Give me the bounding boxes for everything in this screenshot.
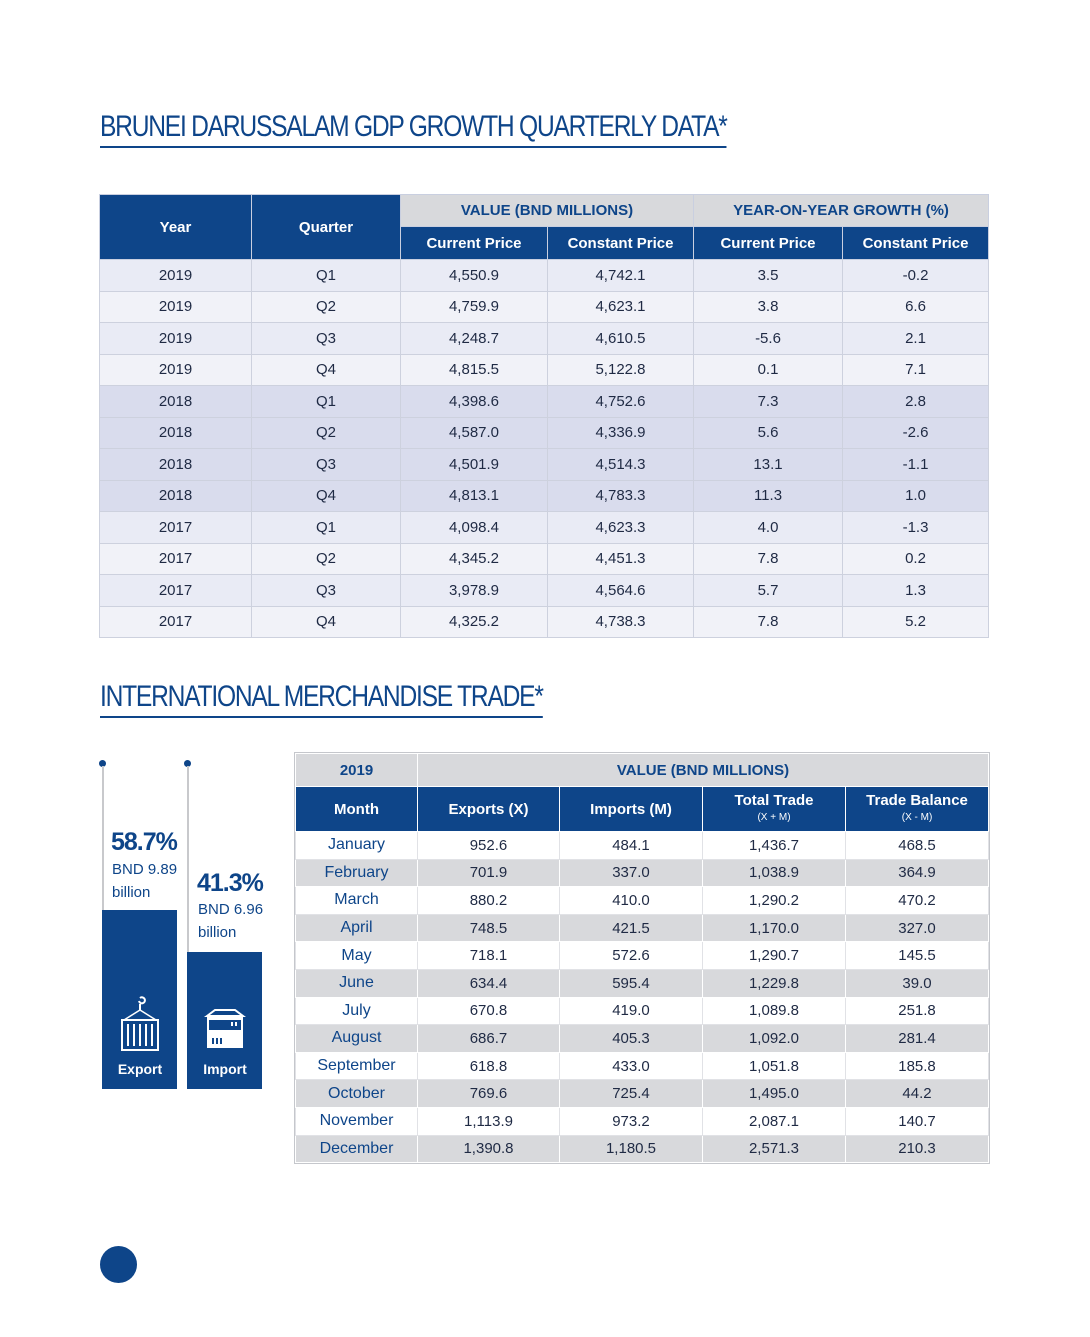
table-row: [296, 997, 989, 1025]
cell-value-constant: 4,783.3: [548, 480, 694, 512]
header-trade-balance-label: Trade Balance: [866, 792, 968, 809]
table-row: [296, 1025, 989, 1053]
cell-value-current: 4,325.2: [401, 606, 548, 638]
cell-quarter: Q4: [252, 606, 401, 638]
cell-total-trade: 1,092.0: [703, 1025, 846, 1053]
cell-growth-constant: -1.1: [843, 449, 989, 481]
cell-value-constant: 4,514.3: [548, 449, 694, 481]
table-row: [296, 942, 989, 970]
cell-year: 2017: [100, 543, 252, 575]
export-amount: [112, 858, 177, 904]
cell-growth-constant: -0.2: [843, 260, 989, 292]
header-trade-year: 2019: [296, 754, 418, 787]
cell-total-trade: 2,571.3: [703, 1135, 846, 1163]
cell-trade-balance: 185.8: [846, 1052, 989, 1080]
cell-exports: 718.1: [418, 942, 560, 970]
cell-month: August: [296, 1025, 418, 1053]
cell-total-trade: 1,290.7: [703, 942, 846, 970]
cell-growth-current: 3.8: [694, 291, 843, 323]
cell-value-constant: 4,623.3: [548, 512, 694, 544]
cell-total-trade: 1,229.8: [703, 969, 846, 997]
cell-quarter: Q3: [252, 323, 401, 355]
cell-total-trade: 1,170.0: [703, 914, 846, 942]
cell-quarter: Q1: [252, 512, 401, 544]
header-year: Year: [100, 195, 252, 260]
cell-trade-balance: 39.0: [846, 969, 989, 997]
trade-section-title: INTERNATIONAL MERCHANDISE TRADE*: [100, 680, 543, 718]
header-value-group: VALUE (BND MILLIONS): [401, 195, 694, 227]
cell-month: July: [296, 997, 418, 1025]
cell-growth-current: 0.1: [694, 354, 843, 386]
header-growth-current-price: Current Price: [694, 227, 843, 260]
table-row: [296, 1052, 989, 1080]
header-quarter: Quarter: [252, 195, 401, 260]
cell-year: 2019: [100, 260, 252, 292]
export-amount-value: BND 9.89: [112, 861, 178, 878]
cell-year: 2017: [100, 606, 252, 638]
cell-value-current: 3,978.9: [401, 575, 548, 607]
header-trade-value-group: VALUE (BND MILLIONS): [418, 754, 989, 787]
cell-value-current: 4,345.2: [401, 543, 548, 575]
cell-value-current: 4,398.6: [401, 386, 548, 418]
header-month: Month: [296, 787, 418, 832]
cell-value-constant: 4,564.6: [548, 575, 694, 607]
table-row: [296, 859, 989, 887]
import-amount-unit: billion: [198, 924, 237, 941]
cell-trade-balance: 44.2: [846, 1080, 989, 1108]
table-row: [100, 291, 989, 323]
cell-quarter: Q2: [252, 543, 401, 575]
cell-value-constant: 4,451.3: [548, 543, 694, 575]
import-label: Import: [203, 1061, 247, 1077]
cell-value-constant: 4,752.6: [548, 386, 694, 418]
cell-imports: 433.0: [560, 1052, 703, 1080]
cell-trade-balance: 210.3: [846, 1135, 989, 1163]
cell-year: 2018: [100, 449, 252, 481]
cell-trade-balance: 140.7: [846, 1107, 989, 1135]
cell-growth-constant: 2.8: [843, 386, 989, 418]
cell-growth-constant: 7.1: [843, 354, 989, 386]
cell-value-constant: 4,742.1: [548, 260, 694, 292]
header-growth-group: YEAR-ON-YEAR GROWTH (%): [694, 195, 989, 227]
cell-value-current: 4,759.9: [401, 291, 548, 323]
cell-growth-constant: 6.6: [843, 291, 989, 323]
cell-growth-current: 4.0: [694, 512, 843, 544]
cell-value-constant: 4,610.5: [548, 323, 694, 355]
cell-exports: 634.4: [418, 969, 560, 997]
cell-exports: 1,390.8: [418, 1135, 560, 1163]
cell-year: 2019: [100, 323, 252, 355]
table-row: [100, 323, 989, 355]
import-amount: [198, 898, 263, 944]
cell-trade-balance: 281.4: [846, 1025, 989, 1053]
cell-imports: 405.3: [560, 1025, 703, 1053]
container-icon: [118, 996, 162, 1056]
cell-quarter: Q3: [252, 449, 401, 481]
table-row: [100, 512, 989, 544]
table-row: [296, 887, 989, 915]
export-label: Export: [117, 1061, 163, 1077]
export-amount-unit: billion: [112, 884, 151, 901]
cell-month: November: [296, 1107, 418, 1135]
header-total-trade-label: Total Trade: [734, 792, 814, 809]
table-row: [100, 354, 989, 386]
cell-year: 2019: [100, 291, 252, 323]
cell-quarter: Q1: [252, 260, 401, 292]
cell-total-trade: 2,087.1: [703, 1107, 846, 1135]
cell-exports: 686.7: [418, 1025, 560, 1053]
cell-value-constant: 4,738.3: [548, 606, 694, 638]
table-row: [100, 260, 989, 292]
cell-month: September: [296, 1052, 418, 1080]
cell-exports: 618.8: [418, 1052, 560, 1080]
cell-month: October: [296, 1080, 418, 1108]
cell-total-trade: 1,495.0: [703, 1080, 846, 1108]
cell-value-current: 4,248.7: [401, 323, 548, 355]
cell-month: December: [296, 1135, 418, 1163]
cell-quarter: Q3: [252, 575, 401, 607]
cell-exports: 952.6: [418, 832, 560, 860]
cell-imports: 421.5: [560, 914, 703, 942]
table-row: [100, 417, 989, 449]
table-row: [296, 1107, 989, 1135]
cell-exports: 748.5: [418, 914, 560, 942]
cell-value-current: 4,501.9: [401, 449, 548, 481]
header-growth-constant-price: Constant Price: [843, 227, 989, 260]
cell-imports: 725.4: [560, 1080, 703, 1108]
table-row: [100, 543, 989, 575]
cell-growth-constant: 5.2: [843, 606, 989, 638]
cell-trade-balance: 468.5: [846, 832, 989, 860]
cell-total-trade: 1,436.7: [703, 832, 846, 860]
trade-table-body: [296, 832, 989, 1163]
cell-trade-balance: 327.0: [846, 914, 989, 942]
cell-value-current: 4,098.4: [401, 512, 548, 544]
table-row: [296, 1080, 989, 1108]
table-row: [100, 606, 989, 638]
header-total-trade-sub: (X + M): [757, 812, 791, 823]
cell-exports: 880.2: [418, 887, 560, 915]
cell-total-trade: 1,290.2: [703, 887, 846, 915]
cell-quarter: Q4: [252, 354, 401, 386]
cell-total-trade: 1,089.8: [703, 997, 846, 1025]
cell-growth-current: 13.1: [694, 449, 843, 481]
gdp-table: [99, 194, 989, 638]
import-pin-stem: [187, 766, 189, 952]
import-percentage: 41.3%: [197, 869, 263, 897]
cell-value-current: 4,550.9: [401, 260, 548, 292]
cell-value-constant: 4,336.9: [548, 417, 694, 449]
header-imports: Imports (M): [560, 787, 703, 832]
cell-growth-constant: 2.1: [843, 323, 989, 355]
header-value-current-price: Current Price: [401, 227, 548, 260]
table-row: [296, 1135, 989, 1163]
cell-imports: 973.2: [560, 1107, 703, 1135]
cell-quarter: Q2: [252, 417, 401, 449]
cell-year: 2018: [100, 480, 252, 512]
cell-trade-balance: 145.5: [846, 942, 989, 970]
cell-growth-constant: -2.6: [843, 417, 989, 449]
cell-trade-balance: 251.8: [846, 997, 989, 1025]
cell-total-trade: 1,038.9: [703, 859, 846, 887]
trade-table: [295, 753, 989, 1163]
cell-trade-balance: 364.9: [846, 859, 989, 887]
cell-value-constant: 5,122.8: [548, 354, 694, 386]
cell-growth-constant: 1.3: [843, 575, 989, 607]
gdp-section-title: BRUNEI DARUSSALAM GDP GROWTH QUARTERLY DATA*: [100, 110, 727, 148]
cell-exports: 701.9: [418, 859, 560, 887]
cell-month: May: [296, 942, 418, 970]
cell-growth-current: 7.3: [694, 386, 843, 418]
cell-month: March: [296, 887, 418, 915]
cell-growth-current: 7.8: [694, 543, 843, 575]
cell-growth-constant: 1.0: [843, 480, 989, 512]
header-value-constant-price: Constant Price: [548, 227, 694, 260]
table-row: [296, 914, 989, 942]
cell-imports: 337.0: [560, 859, 703, 887]
table-row: [100, 575, 989, 607]
cell-growth-current: 3.5: [694, 260, 843, 292]
table-row: [100, 480, 989, 512]
cell-growth-constant: 0.2: [843, 543, 989, 575]
cell-growth-current: 5.7: [694, 575, 843, 607]
cell-growth-current: 5.6: [694, 417, 843, 449]
cell-total-trade: 1,051.8: [703, 1052, 846, 1080]
header-trade-balance: [846, 787, 989, 832]
cell-quarter: Q2: [252, 291, 401, 323]
import-bar: [187, 952, 262, 1089]
header-trade-balance-sub: (X - M): [901, 812, 933, 823]
cell-year: 2018: [100, 386, 252, 418]
cell-imports: 419.0: [560, 997, 703, 1025]
cell-imports: 484.1: [560, 832, 703, 860]
cell-value-constant: 4,623.1: [548, 291, 694, 323]
cell-month: April: [296, 914, 418, 942]
cell-value-current: 4,815.5: [401, 354, 548, 386]
cell-quarter: Q4: [252, 480, 401, 512]
table-row: [296, 832, 989, 860]
cell-imports: 1,180.5: [560, 1135, 703, 1163]
page-marker: [100, 1246, 137, 1283]
cell-month: January: [296, 832, 418, 860]
gdp-table-body: [100, 260, 989, 638]
cell-month: June: [296, 969, 418, 997]
header-total-trade: [703, 787, 846, 832]
cell-value-current: 4,587.0: [401, 417, 548, 449]
cell-exports: 670.8: [418, 997, 560, 1025]
cell-imports: 572.6: [560, 942, 703, 970]
table-row: [100, 449, 989, 481]
cell-trade-balance: 470.2: [846, 887, 989, 915]
cell-exports: 769.6: [418, 1080, 560, 1108]
cell-month: February: [296, 859, 418, 887]
cell-imports: 410.0: [560, 887, 703, 915]
export-bar: [102, 910, 177, 1089]
cell-growth-constant: -1.3: [843, 512, 989, 544]
import-amount-value: BND 6.96: [198, 901, 264, 918]
export-percentage: 58.7%: [111, 828, 177, 856]
cell-exports: 1,113.9: [418, 1107, 560, 1135]
cell-year: 2017: [100, 575, 252, 607]
cell-year: 2017: [100, 512, 252, 544]
table-row: [100, 386, 989, 418]
box-icon: [203, 1008, 247, 1052]
cell-growth-current: -5.6: [694, 323, 843, 355]
export-pin-stem: [102, 766, 104, 910]
cell-imports: 595.4: [560, 969, 703, 997]
cell-year: 2018: [100, 417, 252, 449]
table-row: [296, 969, 989, 997]
cell-growth-current: 7.8: [694, 606, 843, 638]
cell-growth-current: 11.3: [694, 480, 843, 512]
header-exports: Exports (X): [418, 787, 560, 832]
cell-year: 2019: [100, 354, 252, 386]
cell-value-current: 4,813.1: [401, 480, 548, 512]
cell-quarter: Q1: [252, 386, 401, 418]
